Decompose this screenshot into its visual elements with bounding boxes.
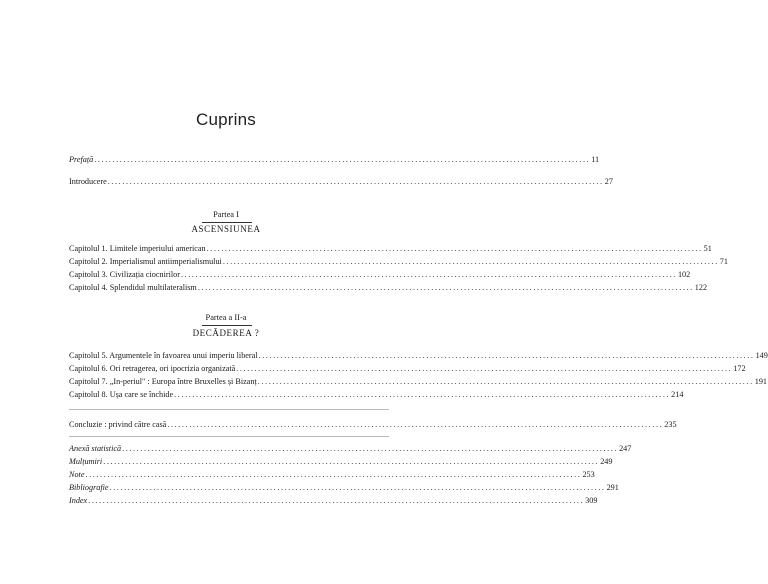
toc-entry-page: 51 [703,244,712,253]
dot-leader: ........................................................................................................................................ [180,270,677,279]
toc-entry-label: Capitolul 3. Civilizația ciocnirilor [69,270,180,279]
toc-entry-label: Capitolul 2. Imperialismul antiimperialismului [69,257,222,266]
toc-entry-label: Capitolul 4. Splendidul multilateralism [69,283,197,292]
dot-leader: ........................................................................................................................................ [197,283,694,292]
toc-entry-page: 191 [754,377,768,386]
section-divider [69,409,389,410]
toc-entry-label: Capitolul 8. Ușa care se închide [69,390,174,399]
toc-entry-chapter-5[interactable] [69,351,768,361]
toc-entry-page: 172 [733,364,746,373]
dot-leader: ........................................................................................................................................ [167,420,664,429]
toc-entry-chapter-1[interactable] [69,244,712,254]
toc-entry-page: 235 [664,420,677,429]
toc-entry-chapter-7[interactable] [69,377,768,387]
toc-entry-page: 149 [755,351,768,360]
part-heading: Partea I [213,210,239,219]
toc-entry-page: 122 [694,283,708,292]
page-title: Cuprins [196,110,256,129]
toc-entry-page: 27 [604,177,613,186]
toc-entry-label: Index [69,496,88,505]
toc-entry-introducere[interactable] [69,177,613,187]
toc-entry-note[interactable] [69,470,595,480]
toc-entry-label: Capitolul 1. Limitele imperiului american [69,244,206,253]
part-title: ASCENSIUNEA [191,224,261,234]
toc-entry-chapter-2[interactable] [69,257,728,267]
dot-leader: ........................................................................................................................................ [85,470,582,479]
dot-leader: ........................................................................................................................................ [109,483,606,492]
dot-leader: ........................................................................................................................................ [222,257,719,266]
part-heading: Partea a II-a [205,313,247,322]
dot-leader: ........................................................................................................................................ [236,364,733,373]
toc-entry-chapter-6[interactable] [69,364,746,374]
dot-leader: ........................................................................................................................................ [257,377,754,386]
toc-entry-multumiri[interactable] [69,457,613,467]
toc-entry-chapter-3[interactable] [69,270,691,280]
toc-entry-prefata[interactable] [69,155,600,165]
toc-entry-page: 214 [671,390,684,399]
toc-entry-chapter-4[interactable] [69,283,708,293]
toc-entry-label: Concluzie : privind către casă [69,420,167,429]
toc-entry-page: 291 [606,483,619,492]
toc-entry-page: 309 [585,496,598,505]
toc-entry-label: Capitolul 6. Ori retragerea, ori ipocrizia organizată [69,364,236,373]
toc-entry-index[interactable] [69,496,598,506]
toc-entry-anexa[interactable] [69,444,632,454]
toc-entry-concluzie[interactable] [69,420,677,430]
toc-entry-page: 11 [591,155,600,164]
dot-leader: ........................................................................................................................................ [103,457,600,466]
toc-entry-label: Note [69,470,85,479]
part-rule [202,325,252,326]
toc-entry-page: 249 [600,457,613,466]
toc-entry-label: Prefață [69,155,94,164]
part-rule [202,222,252,223]
section-divider [69,436,389,437]
toc-entry-page: 247 [619,444,632,453]
part-title: DECĂDEREA ? [192,328,260,338]
toc-entry-label: Capitolul 5. Argumentele în favoarea unui imperiu liberal [69,351,258,360]
toc-entry-label: Anexă statistică [69,444,122,453]
dot-leader: ........................................................................................................................................ [88,496,585,505]
toc-entry-page: 253 [582,470,595,479]
toc-entry-page: 102 [677,270,691,279]
dot-leader: ........................................................................................................................................ [94,155,591,164]
toc-entry-chapter-8[interactable] [69,390,684,400]
dot-leader: ........................................................................................................................................ [174,390,671,399]
dot-leader: ........................................................................................................................................ [206,244,703,253]
toc-entry-page: 71 [719,257,728,266]
toc-entry-label: Bibliografie [69,483,109,492]
dot-leader: ........................................................................................................................................ [258,351,755,360]
toc-entry-label: Mulțumiri [69,457,103,466]
dot-leader: ........................................................................................................................................ [107,177,604,186]
toc-entry-bibliografie[interactable] [69,483,619,493]
toc-entry-label: Introducere [69,177,107,186]
dot-leader: ........................................................................................................................................ [122,444,619,453]
toc-entry-label: Capitolul 7. „In-periul" : Europa între Bruxelles și Bizanț [69,377,257,386]
